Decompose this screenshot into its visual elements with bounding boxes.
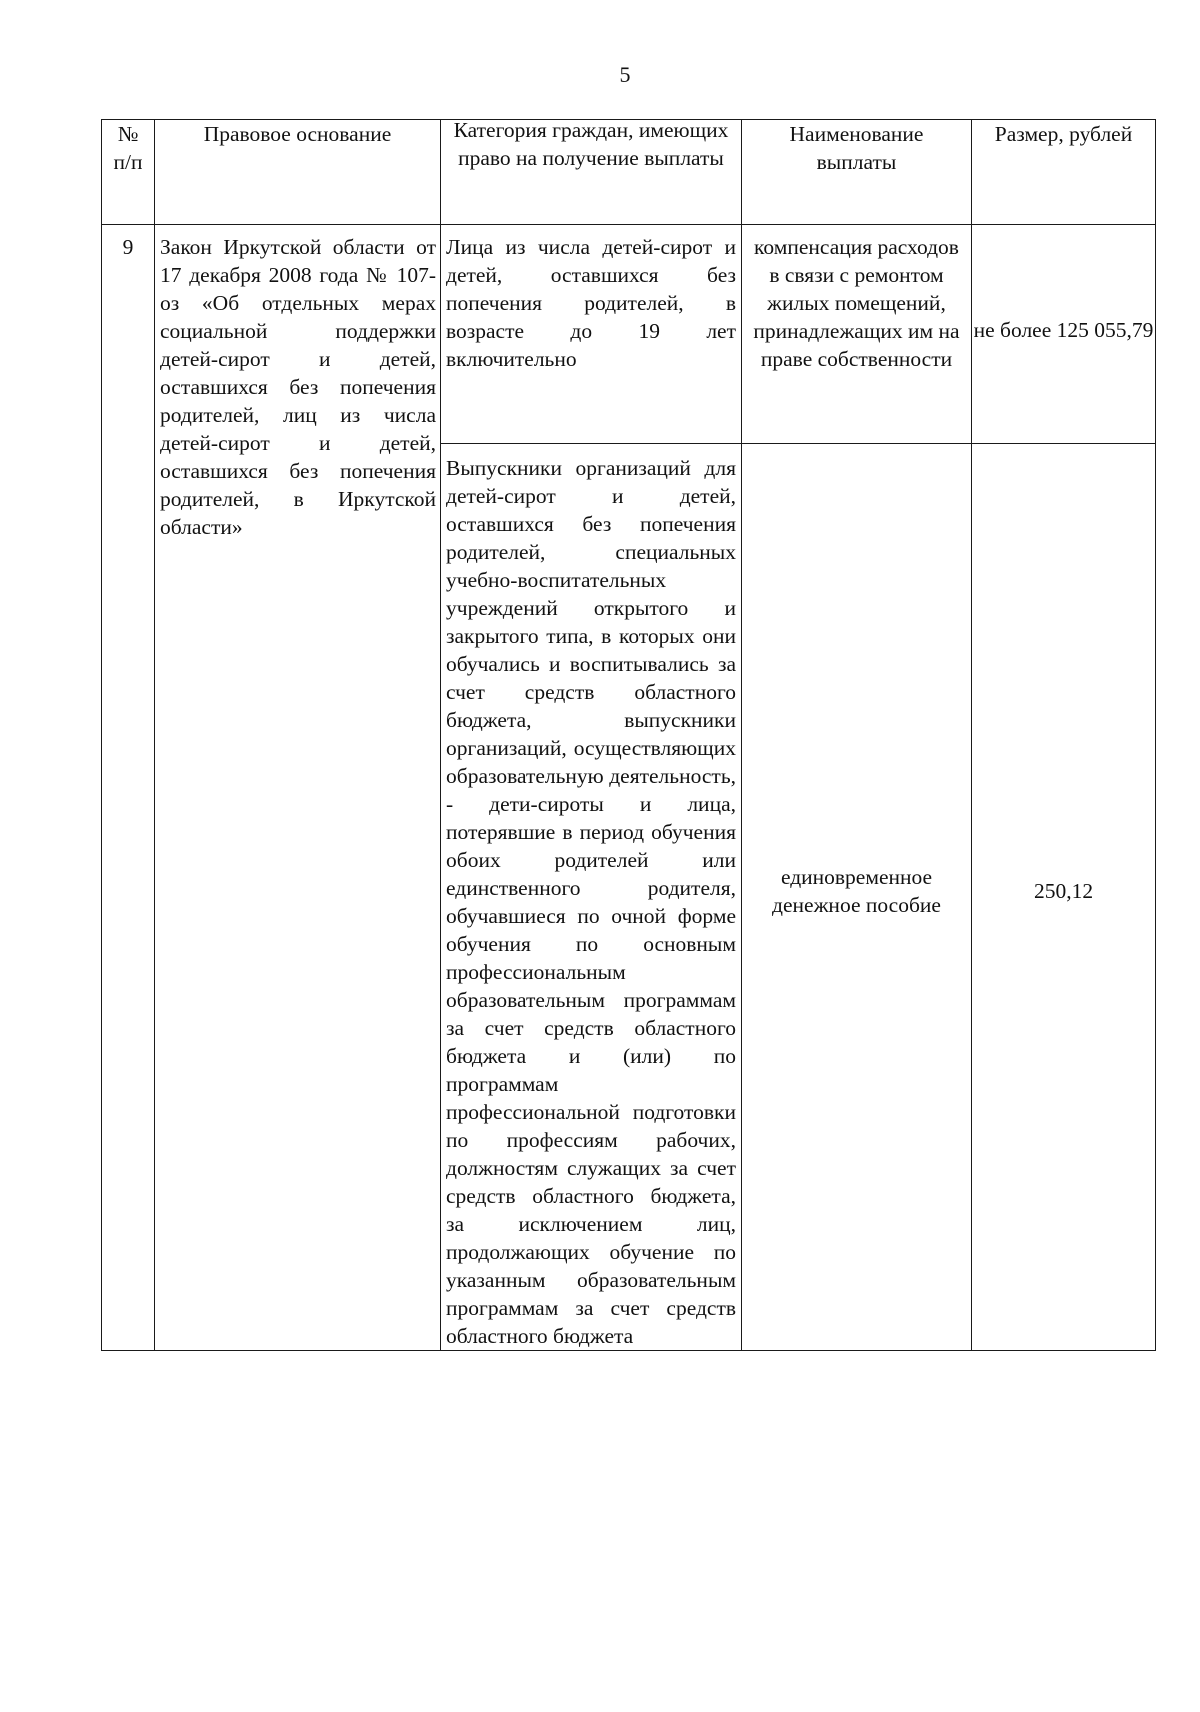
payment-name-cell: компенсация расходов в связи с ремонтом жилых помещений, принадлежащих им на праве собственности (742, 225, 972, 444)
amount-cell (972, 225, 1156, 444)
page-number: 5 (619, 62, 631, 87)
table-header-row (102, 120, 1156, 225)
category-cell: Лица из числа детей-сирот и детей, оставшихся без попечения родителей, в возрасте до 19 лет включительно (441, 225, 742, 444)
category-cell: Выпускники организаций для детей-сирот и детей, оставшихся без попечения родителей, специальных учебно-воспитательных учреждений открытого и закрытого типа, в которых они обучались и воспитывались за счет средств областного бюджета, выпускники организаций, осуществляющих образовательную деятельность, - дети-сироты и лица, потерявшие в период обучения обоих родителей или единственного родителя, обучавшиеся по очной форме обучения по основным профессиональным образовательным программам за счет средств областного бюджета и (или) по программам профессиональной подготовки по профессиям рабочих, должностям служащих за счет средств областного бюджета, за исключением лиц, продолжающих обучение по указанным образовательным программам за счет средств областного бюджета (441, 444, 742, 1351)
legal-basis-cell: Закон Иркутской области от 17 декабря 2008 года № 107-оз «Об отдельных мерах социальной поддержки детей-сирот и детей, оставшихся без попечения родителей, лиц из числа детей-сирот и детей, оставшихся без попечения родителей, в Иркутской области» (155, 225, 441, 1351)
header-payment-name: Наименование выплаты (742, 120, 972, 225)
amount-value: 250,12 (1033, 879, 1094, 903)
table-row (102, 225, 1156, 444)
amount-cell (972, 444, 1156, 1351)
row-number: 9 (102, 225, 155, 1351)
amount-value: не более 125 055,79 (973, 318, 1154, 342)
header-number: № п/п (102, 120, 155, 225)
header-amount: Размер, рублей (972, 120, 1156, 225)
payments-table (101, 119, 1156, 1351)
header-legal-basis: Правовое основание (155, 120, 441, 225)
payment-name-cell (742, 444, 972, 1351)
payment-name-value: единовременное денежное пособие (772, 865, 941, 917)
header-category: Категория граждан, имеющих право на получение выплаты (441, 120, 742, 225)
